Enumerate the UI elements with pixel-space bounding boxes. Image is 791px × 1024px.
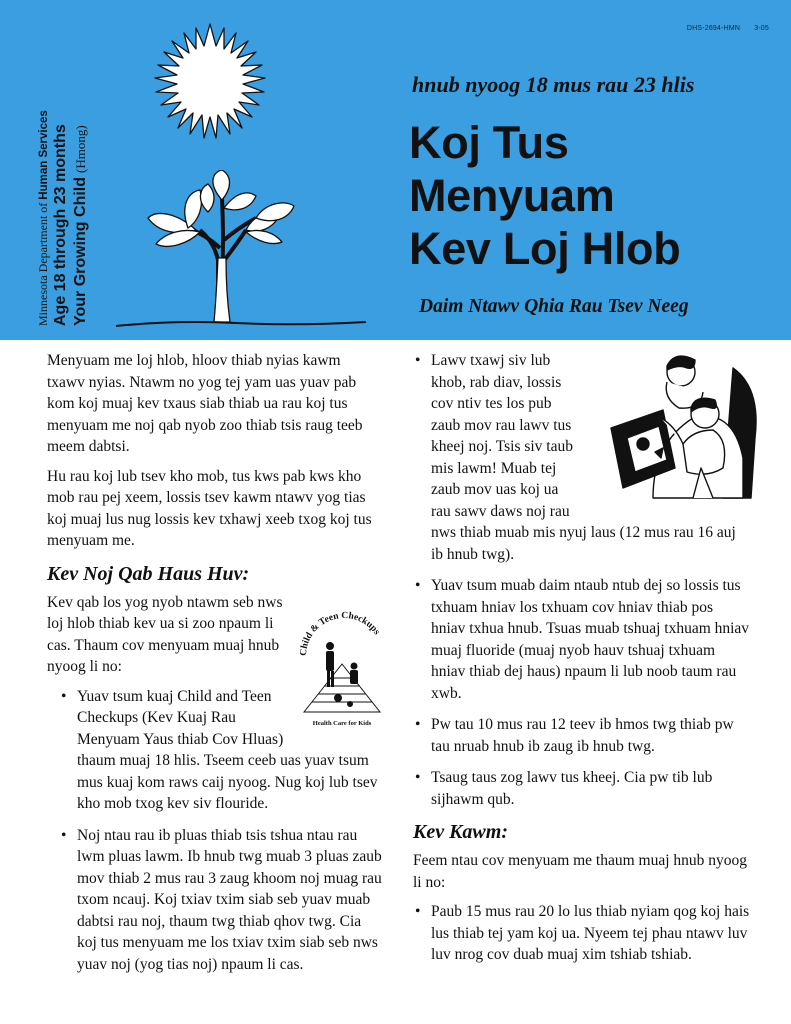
health-paragraph: Kev qab los yog nyob ntawm seb nws loj hlob thiab kev ua si zoo npaum li cas. Thaum cov menyuam muaj hnub nyoog li no:: [47, 593, 283, 675]
contact-paragraph: Hu rau koj lub tsev kho mob, tus kws pab kws kho mob rau pej xeem, lossis tsev kawm ntawv yog tias koj muaj lus nug lossis kev txhawj xeeb txog koj tus menyuam me.: [47, 467, 372, 549]
list-item: • Yuav tsum kuaj Child and Teen Checkups (Kev Kuaj Rau Menyuam Yaus thiab Cov Hluas) thaum muaj 18 hlis. Tseem ceeb uas yuav tsum mus kuaj kom raws caij nyoog. Nug koj lub tsev kho mob txog kev siv flouride.: [47, 686, 382, 815]
org-name: Human Services: [38, 110, 50, 200]
list-item: • Tsaug taus zog lawv tus kheej. Cia pw tib lub sijhawm qub.: [413, 767, 751, 810]
logo-caption: Health Care for Kids: [312, 719, 372, 727]
header-banner: [0, 0, 791, 340]
org-prefix: Minnesota Department of: [36, 199, 50, 326]
tree-icon: [96, 170, 376, 335]
learning-heading: Kev Kawm:: [413, 821, 508, 843]
list-item-text: Lawv txawj siv lub khob, rab diav, lossis cov ntiv tes los pub zaub mov rau lawv tus kheej noj. Tsis siv taub mis lawm! Muab tej zaub mov uas koj ua rau sawv daws noj rau nws thiab muab mis nyuj laus (12 mus rau 16 auj ib hnub twg).: [431, 352, 736, 563]
list-item: • Yuav tsum muab daim ntaub ntub dej so lossis tus txhuam hniav los txhuam cov hniav thiab pos hniav txhua hnub. Tsuas muab tshuaj txhuam hniav muaj fluoride (muaj nyob hauv tshuaj txhuam hniav thiab dej haus) npaum li lub noob taum rau xwb.: [413, 575, 751, 704]
series-title-line: [72, 110, 92, 326]
health-list: [47, 686, 382, 976]
page-title: [409, 116, 680, 275]
health-list-continued: [413, 350, 751, 810]
right-column: [413, 350, 751, 976]
left-column: [47, 350, 382, 985]
learning-paragraph: Feem ntau cov menyuam me thaum muaj hnub nyoog li no:: [413, 852, 748, 891]
svg-text:Child & Teen Checkups: [299, 610, 382, 655]
title-line-1: Koj Tus: [409, 117, 569, 168]
form-number: DHS-2694-HMN: [686, 25, 741, 32]
list-item: • Paub 15 mus rau 20 lo lus thiab nyiam qog koj hais lus thiab tej yam koj ua. Nyeem tej phau ntawv luv luv nrog cov duab muaj xim tshiab tshiab.: [413, 901, 751, 966]
list-item: • Noj ntau rau ib pluas thiab tsis tshua ntau rau lwm pluas lawm. Ib hnub twg muab 3 pluas zaub mov thiab 2 mus rau 3 zaug khoom noj muag rau txom ncauj. Koj txiav txim siab seb yuav muab dabtsi rau noj, thaum twg thiab qhov twg. Cia koj tus menyuam me los txiav txim siab seb nws yuav noj (yog tias noj) npaum li cas.: [47, 825, 382, 976]
intro-paragraph: Menyuam me loj hlob, hloov thiab nyias kawm txawv nyias. Ntawm no yog tej yam uas yuav pab kom koj muaj kev txaus siab thiab ua rau koj tus menyuam me noj qab nyob zoo thiab tsis raug teeb meem dabtsi.: [47, 352, 363, 455]
health-heading: Kev Noj Qab Haus Huv:: [47, 562, 250, 585]
logo-arc-text: Child & Teen Checkups: [298, 610, 382, 656]
title-line-3: Kev Loj Hlob: [409, 223, 681, 274]
title-line-2: Menyuam: [409, 170, 615, 221]
language-label: (Hmong): [73, 125, 88, 173]
tagline: Daim Ntawv Qhia Rau Tsev Neeg: [419, 296, 689, 317]
form-date: 3-05: [754, 25, 769, 32]
age-subtitle: hnub nyoog 18 mus rau 23 hlis: [412, 72, 695, 97]
list-item: [413, 350, 751, 565]
series-title: Your Growing Child: [72, 176, 89, 326]
parent-reading-illustration: [583, 348, 761, 508]
age-line: Age 18 through 23 months: [52, 124, 69, 326]
series-vertical-label: [36, 110, 92, 326]
org-line: [36, 110, 50, 326]
form-code: [687, 25, 769, 32]
list-item: • Pw tau 10 mus rau 12 teev ib hmos twg thiab pw tau nruab hnub ib zaug ib hnub twg.: [413, 714, 751, 757]
learning-list: [413, 901, 751, 966]
sun-icon: [140, 20, 280, 150]
